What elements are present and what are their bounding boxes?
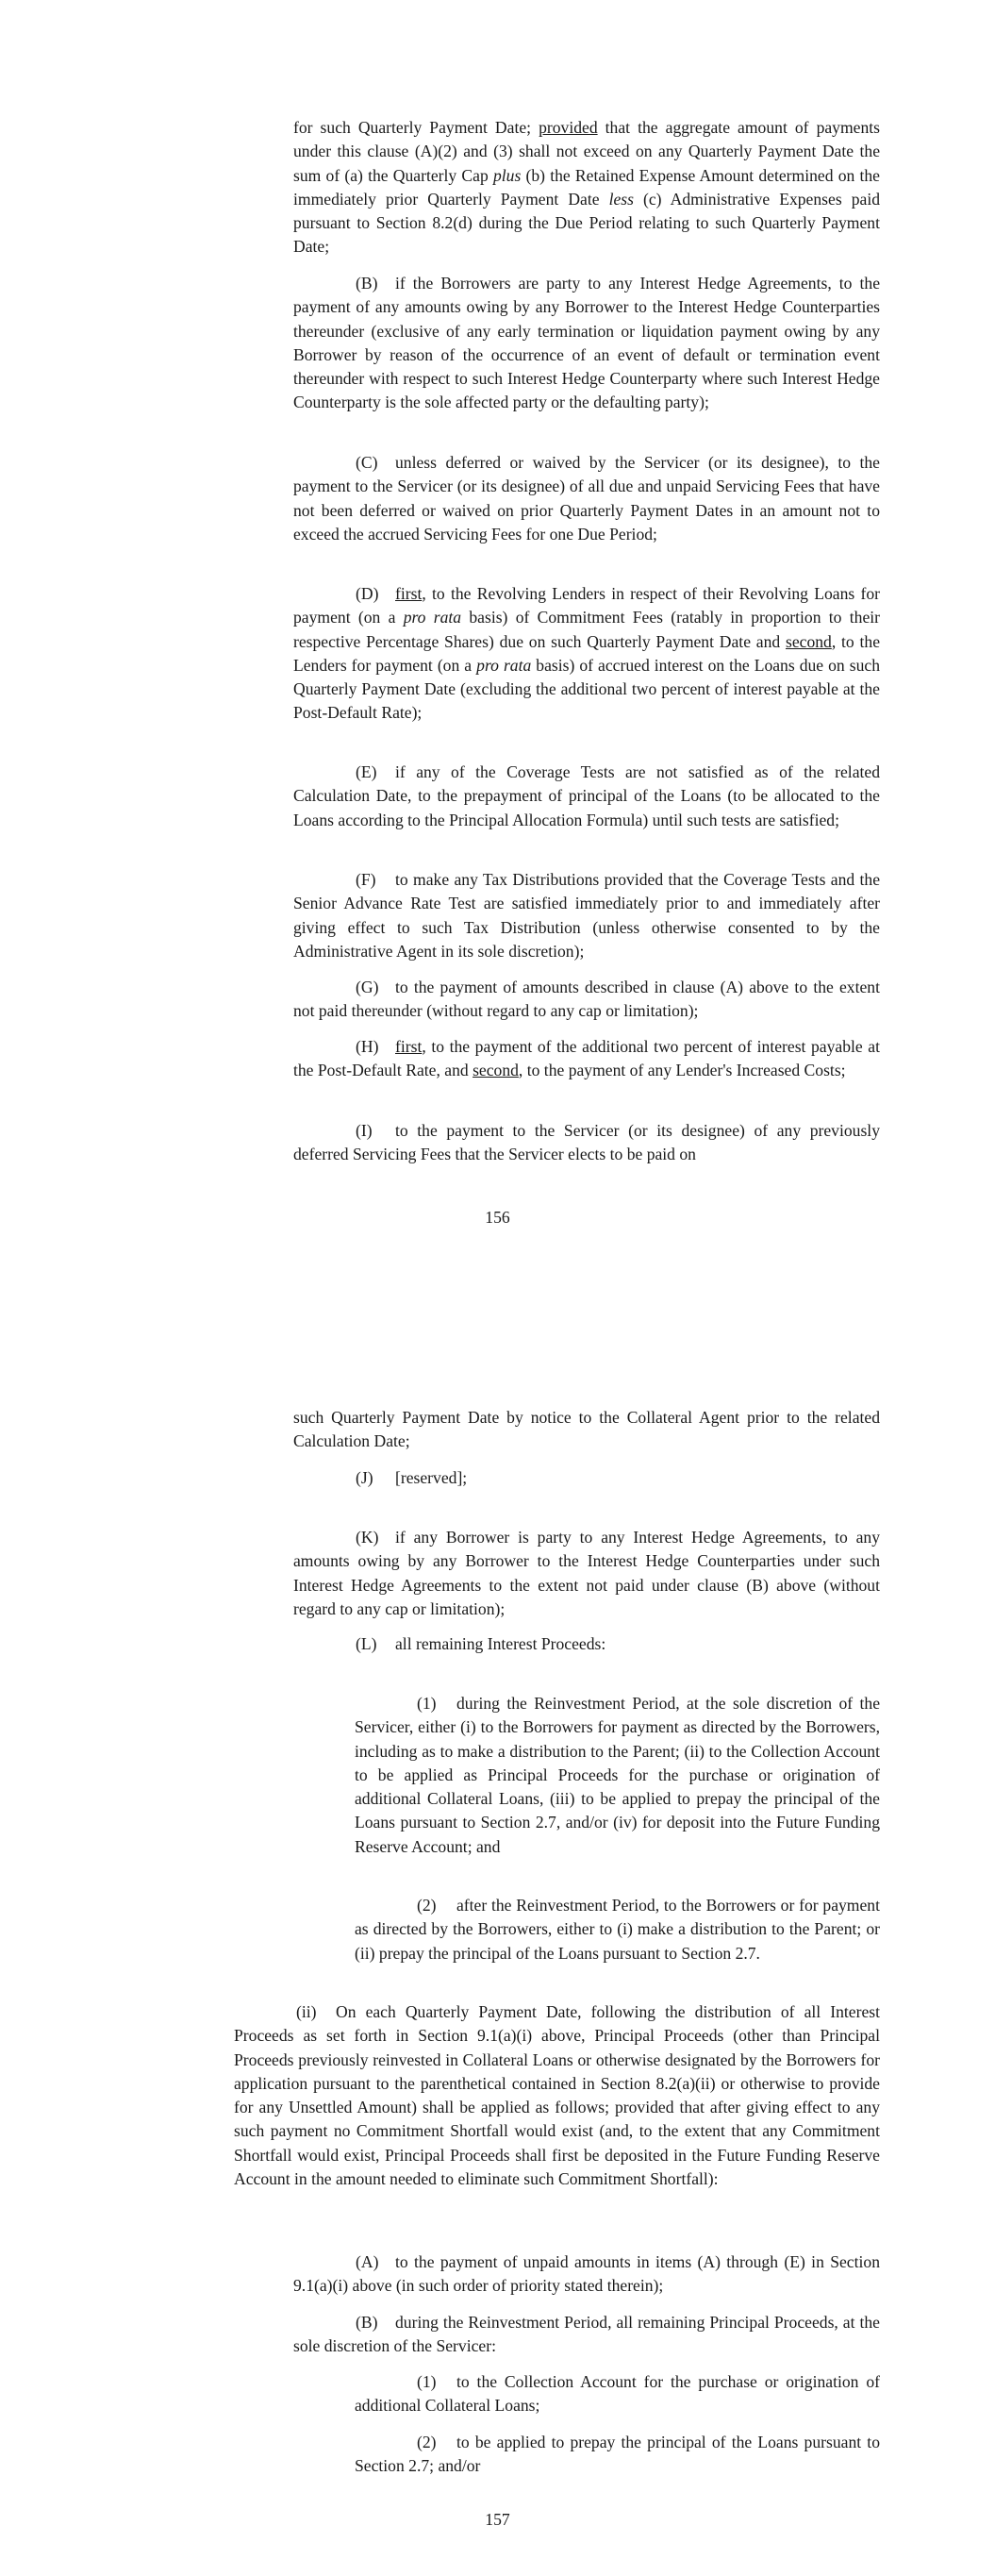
clause-label: (1) xyxy=(417,2372,437,2391)
clause-label: (E) xyxy=(356,762,377,781)
paragraph-clause-d: (D) first, to the Revolving Lenders in respect of their Revolving Loans for payment (on a pro rata basis) of Commitment Fees (ratably in proportion to their respective Percentage Shares) due on such Quarterly Payment Date and second, to the Lenders for payment (on a pro rata basis) of accrued interest on the Loans due on such Quarterly Payment Date (excluding the additional two percent of interest payable at the Post-Default Rate); xyxy=(293,584,881,723)
clause-label: (1) xyxy=(417,1694,437,1713)
paragraph-clause-l: (L) all remaining Interest Proceeds: xyxy=(293,1632,880,1656)
page-number: 157 xyxy=(485,2510,510,2529)
paragraph-clause-c: (C) unless deferred or waived by the Servicer (or its designee), to the payment to the Servicer (or its designee) of all due and unpaid Servicing Fees that have not been deferred or waived on prior Quarterly Payment Dates in an amount not to exceed the accrued Servicing Fees for one Due Period; xyxy=(293,453,880,544)
paragraph-principal-b-2: (2) to be applied to prepay the principal of the Loans pursuant to Section 2.7; and/or xyxy=(355,2433,880,2476)
paragraph-clause-i-continuation: such Quarterly Payment Date by notice to the Collateral Agent prior to the related Calculation Date; xyxy=(293,1408,880,1451)
paragraph-clause-f: (F) to make any Tax Distributions provided that the Coverage Tests and the Senior Advance Rate Test are satisfied immediately prior to and immediately after giving effect to such Tax Distribution (unless otherwise consented to by the Administrative Agent in its sole discretion); xyxy=(293,870,880,961)
clause-label: (I) xyxy=(356,1121,373,1140)
page-number: 156 xyxy=(485,1208,510,1227)
clause-label: (K) xyxy=(356,1528,379,1547)
paragraph-clause-l-2: (2) after the Reinvestment Period, to the Borrowers or for payment as directed by the Borrowers, either to (i) make a distribution to the Parent; or (ii) prepay the principal of the Loans pursuant to Section 2.7. xyxy=(355,1896,880,1963)
page-157 xyxy=(0,1359,995,2576)
clause-label: (B) xyxy=(356,274,378,293)
proviso-term: provided xyxy=(539,118,598,137)
paragraph-principal-b-1: (1) to the Collection Account for the purchase or origination of additional Collateral Loans; xyxy=(355,2372,880,2416)
paragraph-clause-a-continuation: for such Quarterly Payment Date; provided that the aggregate amount of payments under this clause (A)(2) and (3) shall not exceed on any Quarterly Payment Date the sum of (a) the Quarterly Cap plus (b) the Retained Expense Amount determined on the immediately prior Quarterly Payment Date less (c) Administrative Expenses paid pursuant to Section 8.2(d) during the Due Period relating to such Quarterly Payment Date; xyxy=(293,118,881,257)
clause-label: (ii) xyxy=(296,2002,317,2021)
clause-label: (B) xyxy=(356,2313,378,2332)
clause-label: (C) xyxy=(356,453,378,472)
paragraph-principal-b: (B) during the Reinvestment Period, all remaining Principal Proceeds, at the sole discretion of the Servicer: xyxy=(293,2313,880,2356)
clause-label: (2) xyxy=(417,1896,437,1915)
clause-label: (H) xyxy=(356,1037,379,1056)
clause-label: (G) xyxy=(356,978,379,996)
clause-label: (L) xyxy=(356,1634,377,1653)
paragraph-clause-k: (K) if any Borrower is party to any Interest Hedge Agreements, to any amounts owing by any Borrower to the Interest Hedge Counterparties under such Interest Hedge Agreements to the extent not paid under clause (B) above (without regard to any cap or limitation); xyxy=(293,1528,880,1618)
clause-label: (F) xyxy=(356,870,376,889)
clause-label: (D) xyxy=(356,584,379,603)
paragraph-clause-j: (J) [reserved]; xyxy=(293,1466,880,1490)
paragraph-section-ii: (ii) On each Quarterly Payment Date, following the distribution of all Interest Proceeds as set forth in Section 9.1(a)(i) above, Principal Proceeds (other than Principal Proceeds previously reinvested in Collateral Loans or otherwise designated by the Borrowers for application pursuant to the parenthetical contained in Section 8.2(a)(ii) or otherwise to provide for any Unsettled Amount) shall be applied as follows; provided that after giving effect to any such payment no Commitment Shortfall would exist (and, to the extent that any Commitment Shortfall would exist, Principal Proceeds shall first be deposited in the Future Funding Reserve Account in the amount needed to eliminate such Commitment Shortfall): xyxy=(234,2002,880,2189)
paragraph-clause-h: (H) first, to the payment of the additional two percent of interest payable at the Post-Default Rate, and second, to the payment of any Lender's Increased Costs; xyxy=(293,1037,880,1080)
clause-label: (J) xyxy=(356,1468,373,1487)
paragraph-clause-b: (B) if the Borrowers are party to any Interest Hedge Agreements, to the payment of any amounts owing by any Borrower to the Interest Hedge Counterparties thereunder (exclusive of any early termination or liquidation payment owing by any Borrower by reason of the occurrence of an event of default or termination event thereunder with respect to such Interest Hedge Counterparty where such Interest Hedge Counterparty is the sole affected party or the defaulting party); xyxy=(293,274,880,412)
paragraph-clause-g: (G) to the payment of amounts described in clause (A) above to the extent not paid thereunder (without regard to any cap or limitation); xyxy=(293,978,880,1021)
clause-label: (2) xyxy=(417,2433,437,2451)
page-156 xyxy=(0,0,995,1255)
paragraph-principal-a: (A) to the payment of unpaid amounts in items (A) through (E) in Section 9.1(a)(i) above (in such order of priority stated therein); xyxy=(293,2252,880,2296)
clause-label: (A) xyxy=(356,2252,379,2271)
paragraph-clause-l-1: (1) during the Reinvestment Period, at the sole discretion of the Servicer, either (i) to the Borrowers for payment as directed by the Borrowers, including as to make a distribution to the Parent; (ii) to the Collection Account to be applied as Principal Proceeds for the purchase or origination of additional Collateral Loans, (iii) to be applied to prepay the principal of the Loans pursuant to Section 2.7, and/or (iv) for deposit into the Future Funding Reserve Account; and xyxy=(355,1694,880,1856)
paragraph-clause-i: (I) to the payment to the Servicer (or its designee) of any previously deferred Servicing Fees that the Servicer elects to be paid on xyxy=(293,1121,880,1164)
paragraph-clause-e: (E) if any of the Coverage Tests are not satisfied as of the related Calculation Date, to the prepayment of principal of the Loans (to be allocated to the Loans according to the Principal Allocation Formula) until such tests are satisfied; xyxy=(293,762,880,829)
